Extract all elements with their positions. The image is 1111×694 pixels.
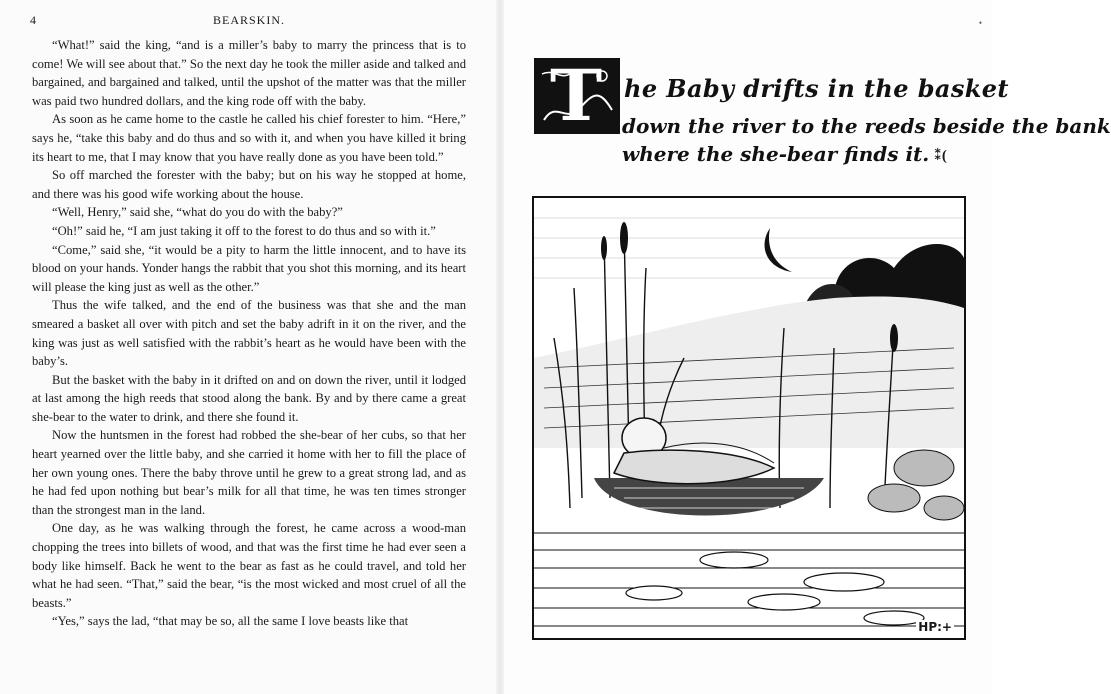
- illustration-baby-in-basket: [532, 196, 966, 640]
- caption-line: down the river to the reeds beside the bank: [622, 114, 1111, 138]
- left-page: [0, 0, 496, 694]
- running-head: [30, 13, 468, 29]
- paragraph: “Well, Henry,” said she, “what do you do with the baby?”: [52, 205, 343, 220]
- story-text: [32, 36, 466, 631]
- right-page: [504, 0, 1111, 694]
- paragraph: One day, as he was walking through the forest, he came across a wood-man chopping the trees into billets of wood, and that was the first time he had ever seen a body like himself. Back he went to the bear as fast as he could travel, and told her what he had seen. “That,” said the bear, “is the most wicked and most cruel of all the beasts.”: [32, 521, 466, 610]
- paragraph: “Oh!” said he, “I am just taking it off to the forest to do thus and so with it.”: [52, 223, 436, 238]
- artist-monogram: HP:+: [918, 620, 952, 634]
- corner-mark: •: [978, 18, 982, 28]
- drop-cap-letter: T: [550, 54, 603, 137]
- paragraph: “Come,” said she, “it would be a pity to harm the little innocent, and to have its blood on your hands. Yonder hangs the rabbit that you shot this morning, and its heart will please the king just as well as the other.”: [32, 242, 466, 294]
- paragraph: So off marched the forester with the baby; but on his way he stopped at home, and there was his good wife working about the house.: [32, 168, 466, 201]
- caption-line: where the she-bear finds it.: [622, 142, 930, 166]
- drop-cap: [534, 54, 620, 137]
- running-title: BEARSKIN.: [212, 13, 285, 27]
- paragraph: “Yes,” says the lad, “that may be so, all the same I love beasts like that: [52, 614, 409, 629]
- caption-line: he Baby drifts in the basket: [624, 74, 1009, 103]
- paragraph: Thus the wife talked, and the end of the business was that she and the man smeared a basket all over with pitch and set the baby adrift in it on the river, and the king was just as well satisfied with the rabbit’s heart as he would have been with the baby’s.: [32, 298, 466, 369]
- paragraph: “What!” said the king, “and is a miller’s baby to marry the princess that is to come! We will see about that.” So the next day he took the miller aside and talked and bargained, and bargained and talked, until the upshot of the matter was that the miller was paid two hundred dollars, and the king rode off with the baby.: [32, 38, 466, 108]
- book-gutter: [496, 0, 504, 694]
- page-number: 4: [30, 13, 37, 27]
- ornament-glyph: ⁑(: [934, 148, 947, 164]
- paragraph: As soon as he came home to the castle he called his chief forester to him. “Here,” says he, “take this baby and do thus and so with it, and when you have killed it bring its heart to me, that I may know that you have really done as you have been told.”: [32, 112, 466, 164]
- paragraph: But the basket with the baby in it drifted on and on down the river, until it lodged at last among the high reeds that stood along the bank. By and by there came a great she-bear to the water to drink, and there she found it.: [32, 372, 466, 424]
- engraving-art: [534, 198, 964, 638]
- paragraph: Now the huntsmen in the forest had robbed the she-bear of her cubs, so that her heart yearned over the little baby, and she carried it home with her to fill the place of her own young ones. There the baby throve until he grew to a great strong lad, and as he had fed upon nothing but bear’s milk for all that time, he was ten times stronger than the strongest man in the land.: [32, 428, 466, 517]
- illustration-caption: [534, 54, 1111, 168]
